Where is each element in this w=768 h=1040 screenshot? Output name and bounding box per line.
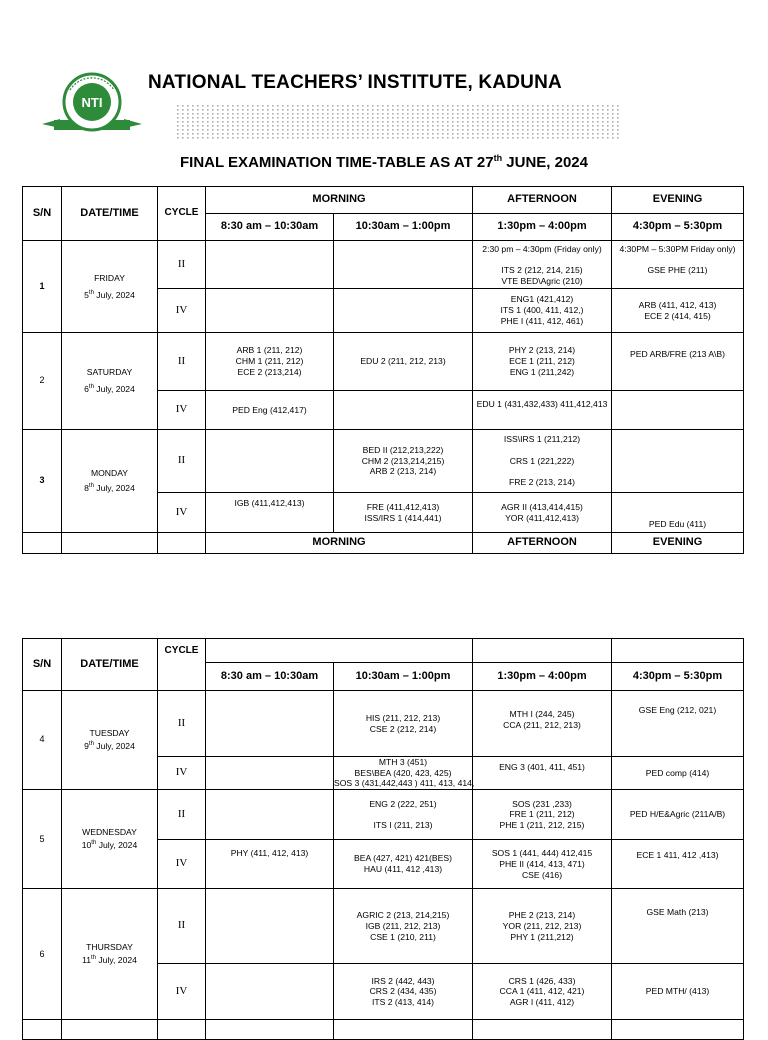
exam-cell [206,757,334,790]
exam-line [334,809,472,820]
header-time-2: 10:30am – 1:00pm [334,214,473,241]
header-morning: MORNING [206,187,473,214]
exam-line: IGB (211, 212, 213) [365,920,441,931]
exam-cell [334,241,473,289]
exam-cell [334,493,473,533]
empty-cell [334,1020,473,1040]
exam-cell [612,964,744,1020]
header-time-2: 10:30am – 1:00pm [334,663,473,691]
sn-cell: 4 [23,691,62,790]
header-time-1: 8:30 am – 10:30am [206,214,334,241]
exam-line: 4:30PM – 5:30PM Friday only) [619,244,736,254]
exam-cell [473,493,612,533]
timetable-title: FINAL EXAMINATION TIME-TABLE AS AT 27th JUNE, 2024 [180,153,588,171]
exam-cell [612,840,744,889]
footer-evening: EVENING [612,533,744,554]
exam-line: PED ARB/FRE (213 A\B) [629,349,726,359]
exam-line: ECE 2 (213,214) [237,366,302,377]
exam-line: PED Eng (412,417) [232,404,307,415]
empty-header [473,639,612,663]
cycle-cell: II [158,241,206,289]
exam-line: ENG 3 (401, 411, 451) [499,762,585,772]
exam-cell [334,889,473,964]
exam-cell [473,840,612,889]
date-cell: MONDAY 8th July, 2024 [62,430,158,533]
exam-line: CHM 2 (213,214,215) [361,455,445,466]
exam-cell [612,289,744,333]
sn-cell: 6 [23,889,62,1020]
footer-afternoon: AFTERNOON [473,533,612,554]
exam-cell [473,790,612,840]
exam-cell [473,289,612,333]
exam-cell [612,493,744,533]
exam-line: ENG 2 (222, 251) [369,798,437,809]
exam-line: FRE 1 (211, 212) [509,809,575,820]
exam-line: AGRIC 2 (213, 214,215) [356,910,450,921]
header-time-1: 8:30 am – 10:30am [206,663,334,691]
cycle-cell: II [158,889,206,964]
empty-cell [158,533,206,554]
exam-cell [334,333,473,391]
cycle-cell: IV [158,964,206,1020]
cycle-cell: IV [158,493,206,533]
empty-header [612,639,744,663]
exam-cell [206,289,334,333]
exam-line [473,466,611,477]
exam-cell [473,333,612,391]
exam-line: EDU 1 (431,432,433) 411,412,413 [476,399,608,409]
exam-line: YOR (211, 212, 213) [502,920,582,931]
exam-cell [612,333,744,391]
exam-line: ECE 2 (414, 415) [644,310,711,321]
exam-line: CRS 2 (434, 435) [369,986,437,997]
exam-line: CCA 1 (411, 412, 421) [499,986,585,997]
exam-cell [334,391,473,430]
nti-logo [40,72,144,138]
exam-line: HIS (211, 212, 213) [365,712,441,723]
exam-cell [334,289,473,333]
exam-line: GSE PHE (211) [647,265,708,276]
exam-cell [206,691,334,757]
institute-name: NATIONAL TEACHERS’ INSTITUTE, KADUNA [148,72,562,93]
exam-line: ISS\IRS 1 (211,212) [503,434,581,445]
exam-line: ENG1 (421,412) [510,294,574,305]
footer-morning: MORNING [206,533,473,554]
exam-line: FRE 2 (213, 214) [509,477,575,488]
exam-cell [334,840,473,889]
exam-cell [334,964,473,1020]
exam-line: BES\BEA (420, 423, 425) [354,767,452,778]
exam-cell [206,889,334,964]
cycle-cell: IV [158,391,206,430]
sn-cell: 3 [23,430,62,533]
exam-line: SOS 3 (431,442,443 ) 411, 413, 414, [334,778,475,789]
date-cell: THURSDAY 11th July, 2024 [62,889,158,1020]
exam-line: ECE 1 411, 412 ,413) [636,850,719,861]
exam-line [473,445,611,456]
exam-line: ARB 2 (213, 214) [369,466,437,477]
exam-line: PED H/E&Agric (211A/B) [629,809,726,820]
header-date: DATE/TIME [62,639,158,691]
exam-line: MTH 3 (451) [378,757,428,767]
logo-text: NTI [81,95,103,110]
header-cycle: CYCLE [158,639,206,691]
exam-cell [206,391,334,430]
cycle-cell: II [158,691,206,757]
exam-line [612,255,743,266]
exam-line: ITS 2 (212, 214, 215) [501,265,583,276]
exam-line: PED Edu (411) [648,519,707,530]
empty-cell [23,1020,62,1040]
exam-cell [473,691,612,757]
empty-cell [62,1020,158,1040]
exam-cell [612,241,744,289]
header-evening: EVENING [612,187,744,214]
exam-line: ARB 1 (211, 212) [236,345,303,356]
exam-line: PHE 1 (211, 212, 215) [499,820,585,831]
cycle-cell: IV [158,840,206,889]
header-time-4: 4:30pm – 5:30pm [612,214,744,241]
exam-line: CRS 1 (221,222) [509,455,575,466]
exam-line: CHM 1 (211, 212) [235,356,304,367]
cycle-cell: II [158,430,206,493]
exam-cell [473,757,612,790]
exam-cell [206,493,334,533]
header-cycle: CYCLE [158,187,206,241]
exam-cell [473,964,612,1020]
date-cell: TUESDAY 9th July, 2024 [62,691,158,790]
exam-line: SOS (231 ,233) [512,798,572,809]
exam-cell [206,840,334,889]
exam-cell [473,241,612,289]
exam-line: EDU 2 (211, 212, 213) [360,356,446,367]
exam-line: ECE 1 (211, 212) [509,356,575,367]
exam-line: CSE (416) [521,869,563,880]
empty-cell [23,533,62,554]
exam-line: PHE I (411, 412, 461) [500,315,584,326]
exam-line: IRS 2 (442, 443) [371,975,435,986]
exam-line: ISS/IRS 1 (414,441) [364,512,442,523]
exam-line: MTH I (244, 245) [509,709,575,719]
date-cell: SATURDAY 6th July, 2024 [62,333,158,430]
exam-cell [612,391,744,430]
sn-cell: 5 [23,790,62,889]
exam-line: ENG 1 (211,242) [509,366,575,377]
date-cell: WEDNESDAY 10th July, 2024 [62,790,158,889]
exam-line: CRS 1 (426, 433) [508,975,576,986]
exam-line: PHY 1 (211,212) [510,931,574,942]
exam-cell [473,889,612,964]
sn-cell: 1 [23,241,62,333]
cycle-cell: II [158,790,206,840]
exam-line: ITS 1 (400, 411, 412,) [500,305,584,316]
exam-cell [334,430,473,493]
exam-cell [206,333,334,391]
empty-cell [62,533,158,554]
exam-cell [473,430,612,493]
header-sn: S/N [23,187,62,241]
header-afternoon: AFTERNOON [473,187,612,214]
date-cell: FRIDAY 5th July, 2024 [62,241,158,333]
header-time-3: 1:30pm – 4:00pm [473,663,612,691]
exam-line: BEA (427, 421) 421(BES) [354,853,452,864]
exam-cell [334,790,473,840]
exam-line: PED MTH/ (413) [645,986,710,997]
timetable-part-1 [22,186,744,554]
exam-line: 2:30 pm – 4:30pm (Friday only) [482,244,602,254]
exam-line: CCA (211, 212, 213) [503,719,581,730]
empty-cell [158,1020,206,1040]
exam-cell [473,391,612,430]
cycle-cell: IV [158,289,206,333]
exam-line: GSE Math (213) [646,907,709,918]
exam-line: AGR II (413,414,415) [501,501,583,512]
exam-line [473,255,611,266]
exam-line: YOR (411,412,413) [505,512,579,523]
exam-line: ITS I (211, 213) [373,820,433,831]
exam-cell [612,889,744,964]
exam-cell [206,964,334,1020]
exam-line: PHE II (414, 413, 471) [499,858,585,869]
exam-line: VTE BED\Agric (210) [501,276,583,287]
exam-line: IGB (411,412,413) [234,498,305,508]
exam-line: CSE 2 (212, 214) [369,723,437,734]
exam-line: PHY 2 (213, 214) [508,345,576,356]
exam-line: BED II (212,213,222) [362,444,444,455]
exam-cell [334,691,473,757]
header-date: DATE/TIME [62,187,158,241]
exam-line: ARB (411, 412, 413) [638,299,717,310]
header-sn: S/N [23,639,62,691]
exam-line: ITS 2 (413, 414) [371,997,435,1008]
faint-watermark-text [176,104,620,140]
cycle-cell: IV [158,757,206,790]
exam-line: PHY (411, 412, 413) [230,848,309,859]
exam-line: PHE 2 (213, 214) [508,910,576,921]
exam-line: GSE Eng (212, 021) [638,705,717,715]
empty-header [206,639,473,663]
exam-cell [612,790,744,840]
exam-line: HAU (411, 412 ,413) [363,864,443,875]
exam-cell [612,691,744,757]
header-time-4: 4:30pm – 5:30pm [612,663,744,691]
exam-line: FRE (411,412,413) [366,501,440,512]
exam-line: CSE 1 (210, 211) [370,931,436,942]
exam-cell [206,430,334,493]
timetable-part-2 [22,638,744,1040]
exam-line: PED comp (414) [645,767,710,778]
exam-cell [612,757,744,790]
empty-cell [473,1020,612,1040]
empty-cell [206,1020,334,1040]
empty-cell [612,1020,744,1040]
sn-cell: 2 [23,333,62,430]
exam-line: AGR I (411, 412) [509,997,575,1008]
exam-line: SOS 1 (441, 444) 412,415 [491,848,593,859]
exam-cell [206,241,334,289]
header-time-3: 1:30pm – 4:00pm [473,214,612,241]
cycle-cell: II [158,333,206,391]
exam-cell [334,757,473,790]
exam-cell [612,430,744,493]
exam-cell [206,790,334,840]
